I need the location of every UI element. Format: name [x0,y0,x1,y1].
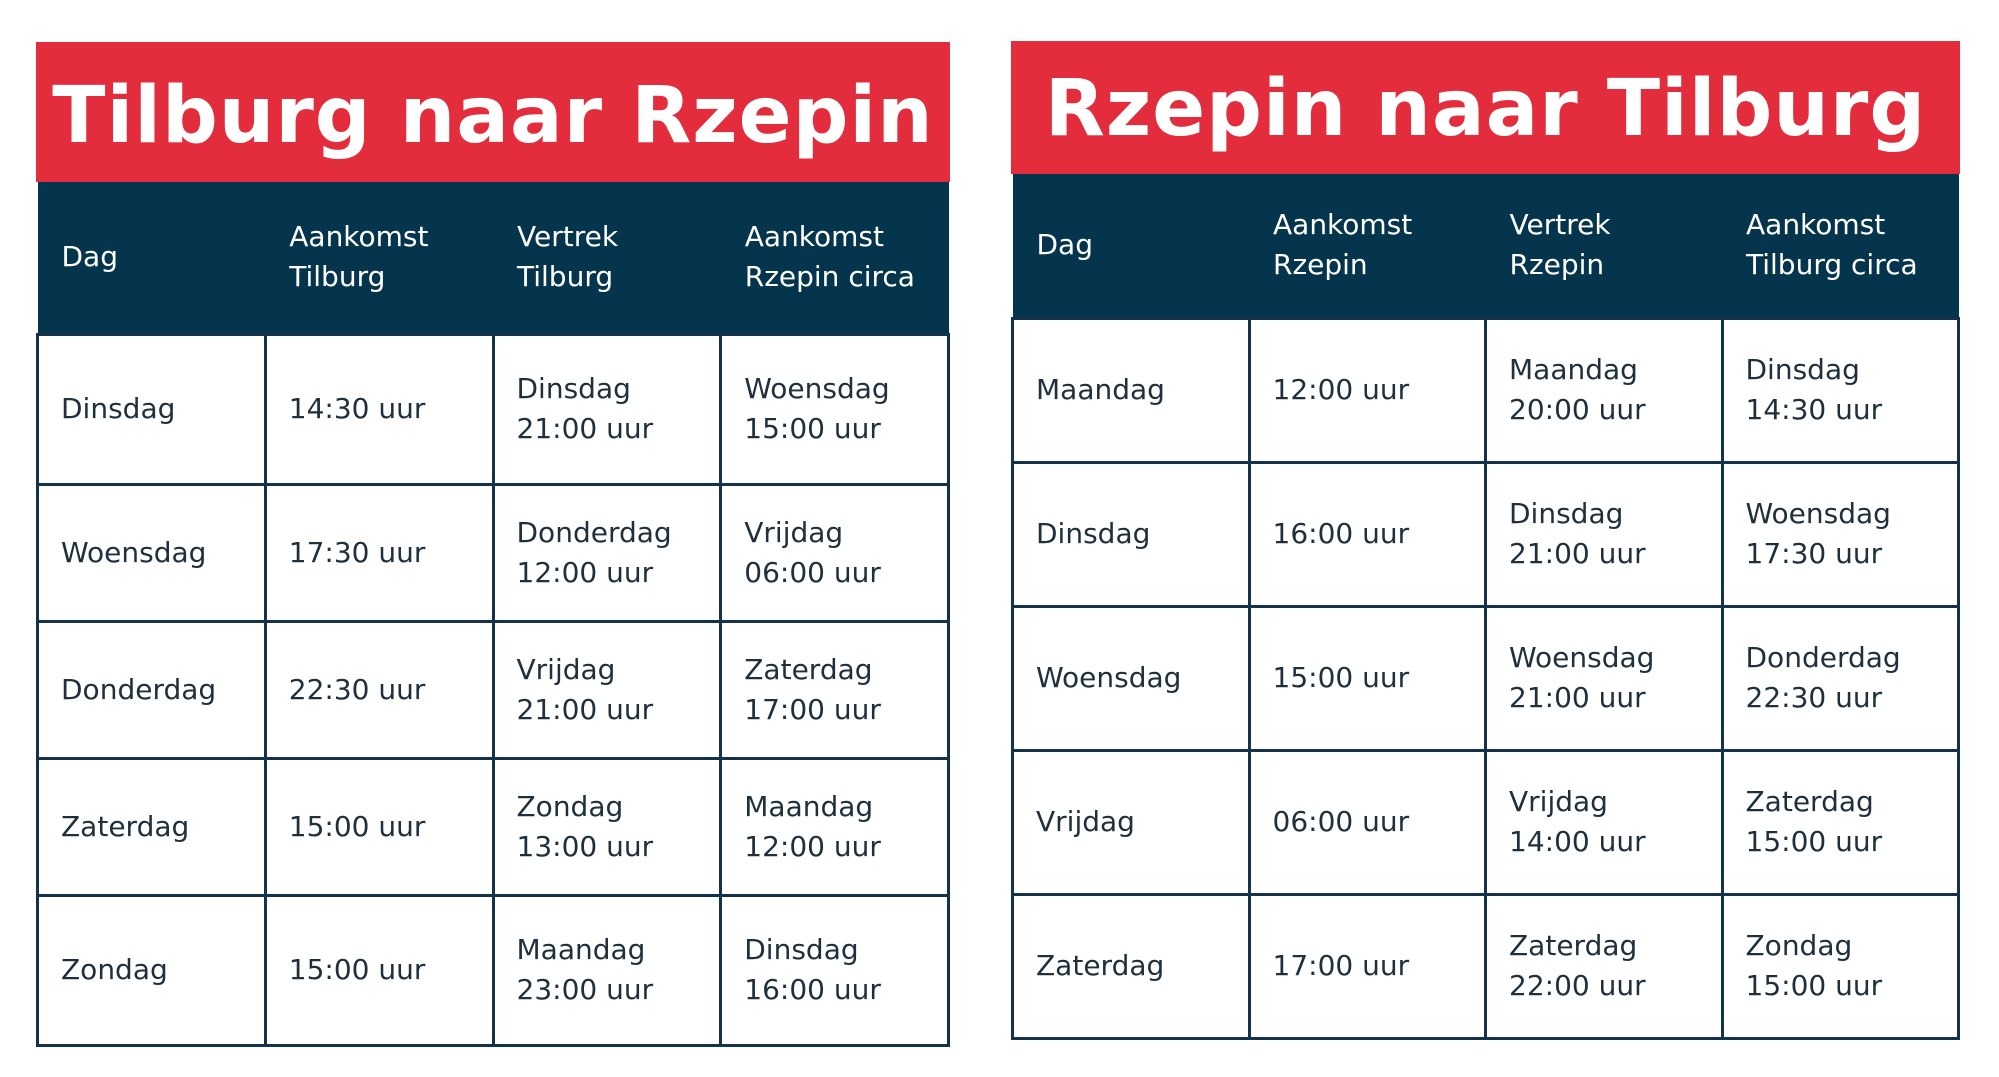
time-cell [721,484,949,621]
column-header-text: Vertrek [517,220,619,254]
cell-text: 21:00 uur [1509,681,1646,714]
time-cell [1249,318,1486,462]
cell-text: 16:00 uur [744,973,881,1006]
time-cell [265,334,493,484]
cell-text: 21:00 uur [1509,537,1646,570]
day-cell [38,484,266,621]
time-cell [1722,606,1959,750]
cell-text: Maandag [1036,373,1165,406]
cell-text: Zondag [61,953,168,986]
cell-text: 15:00 uur [1272,661,1410,694]
cell-text: Dinsdag [1509,497,1624,530]
day-cell [1013,318,1250,462]
cell-text: Maandag [744,789,874,823]
cell-text: Woensdag [1509,641,1655,674]
time-cell [1722,750,1959,894]
day-cell [38,758,266,895]
column-header [1013,174,1250,318]
day-cell [1013,750,1250,894]
schedule-panel-rzepin-tilburg [1011,41,1960,1040]
time-cell [1486,606,1723,750]
cell-text: 12:00 uur [744,829,881,863]
cell-text: Donderdag [1745,641,1901,674]
day-cell [38,621,266,758]
table-row [38,895,949,1045]
time-cell [493,758,721,895]
cell-text: Dinsdag [1745,353,1860,386]
table-row [38,484,949,621]
cell-text: Zondag [1745,929,1853,962]
cell-text: Maandag [1509,353,1638,386]
cell-text: Dinsdag [744,933,859,966]
time-cell [1722,462,1959,606]
cell-text: 15:00 uur [1745,969,1883,1002]
time-cell [1486,750,1723,894]
time-cell [1249,606,1486,750]
cell-text: 14:30 uur [288,392,426,425]
schedule-panel-tilburg-rzepin [36,42,950,1047]
column-header [1249,174,1486,318]
cell-text: 20:00 uur [1509,393,1646,426]
time-cell [265,484,493,621]
cell-text: Dinsdag [61,392,176,425]
cell-text: 06:00 uur [1272,805,1410,838]
column-header-text: Aankomst [289,220,429,254]
cell-text: 21:00 uur [516,692,654,726]
cell-text: Woensdag [1036,661,1182,694]
cell-text: 17:30 uur [288,535,426,569]
time-cell [493,895,721,1045]
cell-text: Dinsdag [516,372,631,405]
cell-text: 15:00 uur [288,809,426,843]
cell-text: 15:00 uur [288,953,426,986]
day-cell [1013,606,1250,750]
time-cell [1486,894,1723,1038]
time-cell [493,484,721,621]
time-cell [1722,894,1959,1038]
time-cell [493,334,721,484]
cell-text: 14:30 uur [1745,393,1883,426]
time-cell [1249,750,1486,894]
cell-text: Woensdag [744,372,890,405]
column-header-text: Tilburg circa [1746,248,1918,282]
time-cell [721,334,949,484]
cell-text: Zaterdag [1745,785,1874,818]
cell-text: 17:00 uur [744,692,881,726]
table-row [1013,750,1959,894]
time-cell [1249,462,1486,606]
cell-text: Zaterdag [61,809,190,843]
column-header-text: Rzepin [1273,248,1368,282]
time-cell [265,895,493,1045]
time-cell [721,621,949,758]
cell-text: Vrijdag [516,652,616,686]
cell-text: Woensdag [61,535,207,569]
day-cell [38,895,266,1045]
time-cell [265,758,493,895]
cell-text: Donderdag [61,672,217,706]
header-row [1013,174,1959,318]
cell-text: 13:00 uur [516,829,654,863]
cell-text: 14:00 uur [1509,825,1646,858]
column-header [1486,174,1723,318]
column-header-text: Aankomst [744,220,884,254]
cell-text: 12:00 uur [1272,373,1410,406]
header-row [38,182,949,334]
table-row [1013,462,1959,606]
cell-text: 22:00 uur [1509,969,1646,1002]
table-row [38,621,949,758]
time-cell [721,895,949,1045]
cell-text: 12:00 uur [516,555,654,589]
schedule-table [36,182,950,1047]
time-cell [1486,462,1723,606]
cell-text: 15:00 uur [744,412,881,445]
schedule-title: Tilburg naar Rzepin [36,42,950,182]
day-cell [38,334,266,484]
cell-text: 15:00 uur [1745,825,1883,858]
column-header-text: Rzepin circa [744,260,915,294]
time-cell [493,621,721,758]
time-cell [1249,894,1486,1038]
time-cell [1486,318,1723,462]
column-header [493,182,721,334]
cell-text: 22:30 uur [288,672,426,706]
column-header-text: Dag [1036,228,1093,262]
cell-text: Zaterdag [1036,949,1165,982]
time-cell [1722,318,1959,462]
cell-text: 23:00 uur [516,973,654,1006]
column-header-text: Aankomst [1273,208,1413,242]
table-row [38,758,949,895]
cell-text: Woensdag [1745,497,1891,530]
schedule-table [1011,174,1960,1040]
column-header [38,182,266,334]
column-header-text: Vertrek [1509,208,1611,242]
column-header [721,182,949,334]
cell-text: 22:30 uur [1745,681,1883,714]
cell-text: Vrijdag [744,515,844,549]
column-header [1722,174,1959,318]
cell-text: 06:00 uur [744,555,881,589]
cell-text: Vrijdag [1036,805,1135,838]
table-row [1013,894,1959,1038]
cell-text: 16:00 uur [1272,517,1410,550]
cell-text: Dinsdag [1036,517,1151,550]
column-header-text: Tilburg [289,260,386,294]
table-row [1013,318,1959,462]
cell-text: 21:00 uur [516,412,654,445]
cell-text: Maandag [516,933,646,966]
time-cell [265,621,493,758]
day-cell [1013,462,1250,606]
schedule-title: Rzepin naar Tilburg [1011,41,1960,174]
table-row [38,334,949,484]
column-header-text: Aankomst [1746,208,1886,242]
cell-text: 17:30 uur [1745,537,1883,570]
column-header [265,182,493,334]
cell-text: Zaterdag [744,652,873,686]
cell-text: Vrijdag [1509,785,1608,818]
column-header-text: Rzepin [1509,248,1605,282]
time-cell [721,758,949,895]
day-cell [1013,894,1250,1038]
cell-text: Donderdag [516,515,672,549]
table-row [1013,606,1959,750]
column-header-text: Dag [61,240,118,274]
cell-text: 17:00 uur [1272,949,1410,982]
cell-text: Zondag [516,789,624,823]
cell-text: Zaterdag [1509,929,1638,962]
column-header-text: Tilburg [517,260,614,294]
